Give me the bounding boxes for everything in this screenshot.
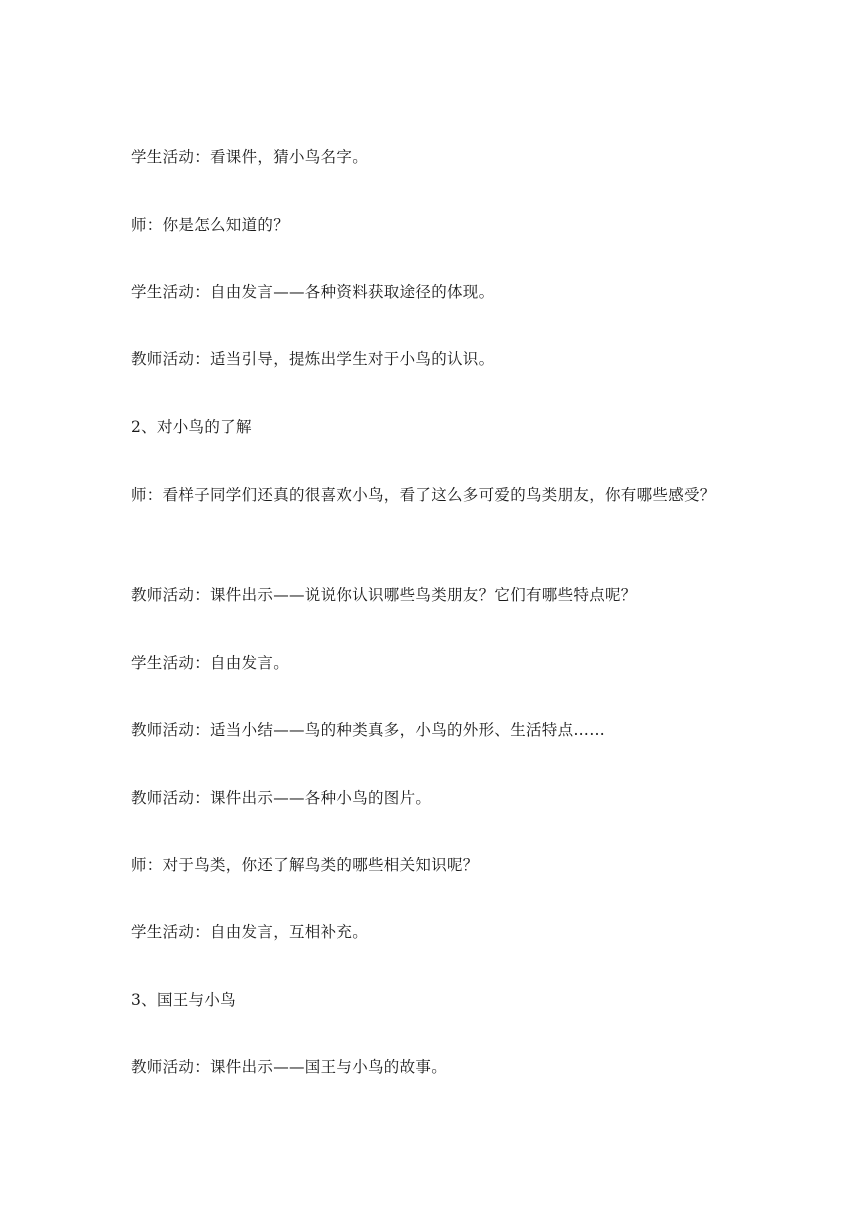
paragraph-teacher-question-feelings: 师：看样子同学们还真的很喜欢小鸟，看了这么多可爱的鸟类朋友，你有哪些感受？ <box>131 486 716 504</box>
section-heading-king-and-bird: 3、国王与小鸟 <box>131 991 236 1009</box>
paragraph-teacher-activity-summary: 教师活动：适当小结——鸟的种类真多，小鸟的外形、生活特点…… <box>131 721 606 739</box>
paragraph-student-activity-supplement: 学生活动：自由发言，互相补充。 <box>131 923 369 941</box>
paragraph-teacher-activity-pictures: 教师活动：课件出示——各种小鸟的图片。 <box>131 789 432 807</box>
section-heading-understanding-birds: 2、对小鸟的了解 <box>131 418 252 436</box>
paragraph-teacher-question-knowledge: 师：对于鸟类，你还了解鸟类的哪些相关知识呢？ <box>131 856 479 874</box>
paragraph-teacher-activity-story: 教师活动：课件出示——国王与小鸟的故事。 <box>131 1058 448 1076</box>
paragraph-student-activity-guess-names: 学生活动：看课件，猜小鸟名字。 <box>131 148 369 166</box>
paragraph-teacher-activity-courseware-birds: 教师活动：课件出示——说说你认识哪些鸟类朋友？它们有哪些特点呢？ <box>131 586 637 604</box>
paragraph-teacher-activity-guide: 教师活动：适当引导，提炼出学生对于小鸟的认识。 <box>131 350 495 368</box>
paragraph-student-activity-speak: 学生活动：自由发言。 <box>131 654 290 672</box>
paragraph-teacher-question-how-know: 师：你是怎么知道的？ <box>131 216 290 234</box>
paragraph-student-activity-free-speech: 学生活动：自由发言——各种资料获取途径的体现。 <box>131 283 495 301</box>
